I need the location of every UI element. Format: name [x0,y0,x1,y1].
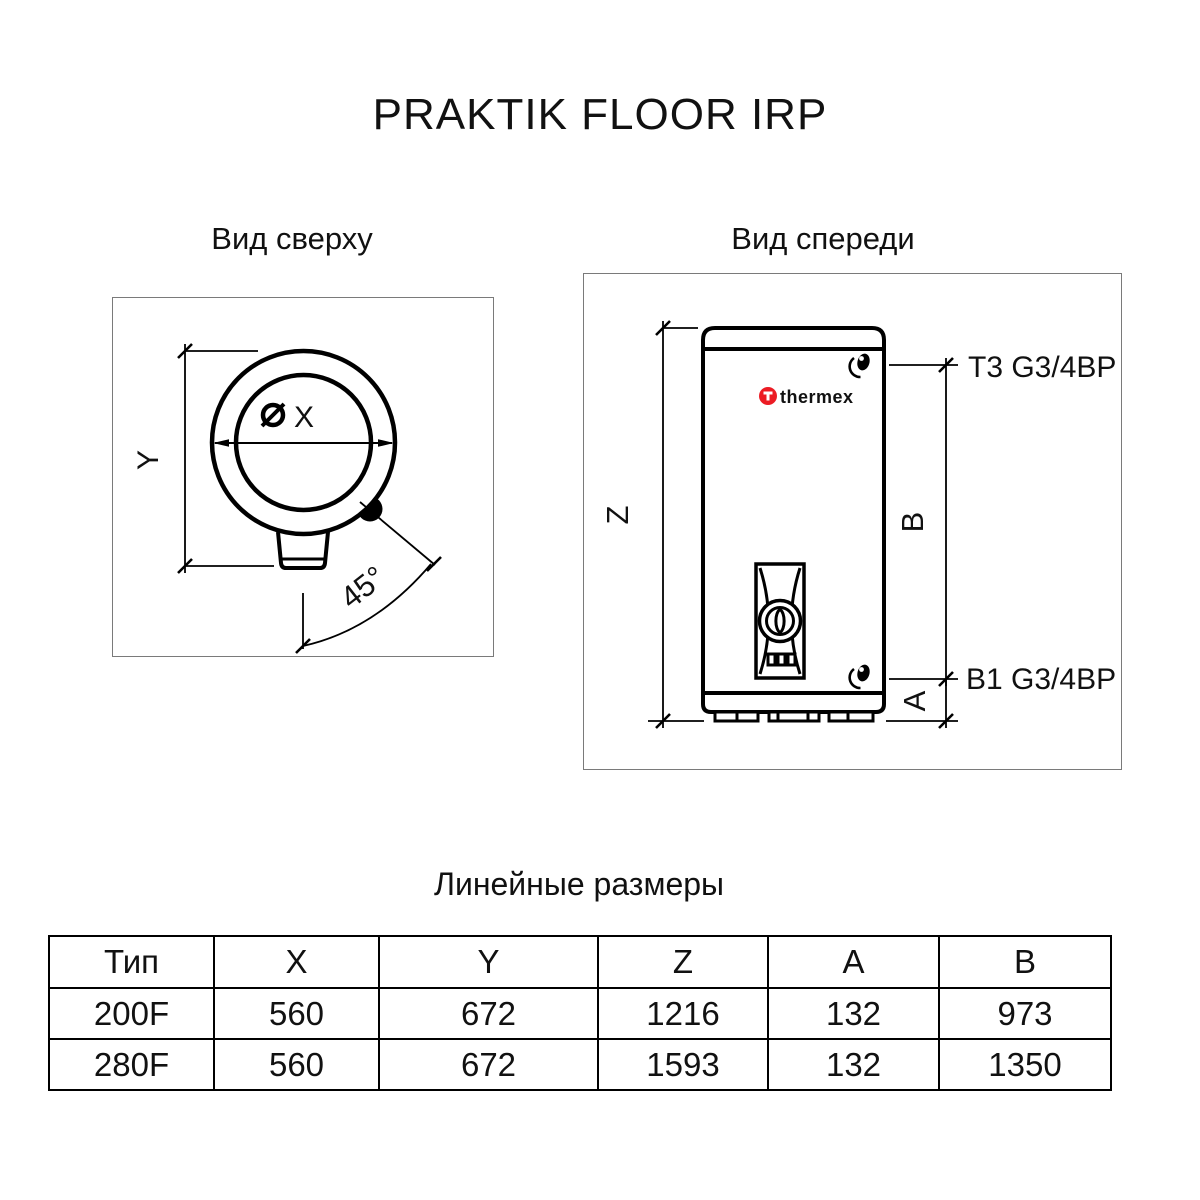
cell-y: 672 [379,988,598,1039]
heater-base [703,693,884,712]
cell-a: 132 [768,1039,939,1090]
table-row [49,1039,1111,1090]
dimension-z [648,321,704,728]
top-port-label: Т3 G3/4ВР [968,351,1117,384]
dimension-z-label: Z [600,505,635,525]
cell-x: 560 [214,988,379,1039]
col-header-x: X [214,936,379,988]
cell-z: 1216 [598,988,768,1039]
cell-model: 280F [49,1039,214,1090]
dimensions-table [48,935,1112,1091]
col-header-type: Тип [49,936,214,988]
cell-z: 1593 [598,1039,768,1090]
cell-b: 1350 [939,1039,1111,1090]
dimension-angle-label: 45° [333,559,393,616]
top-view-label: Вид сверху [211,221,373,256]
top-view-panel [112,297,494,657]
heater-feet [715,712,873,721]
col-header-y: Y [379,936,598,988]
cell-a: 132 [768,988,939,1039]
cell-y: 672 [379,1039,598,1090]
front-view-panel [583,273,1122,770]
col-header-b: B [939,936,1111,988]
col-header-a: A [768,936,939,988]
top-view-drawing [113,298,492,655]
front-view-drawing [584,274,1120,768]
dimension-y-label: Y [132,449,165,471]
front-view-label: Вид спереди [731,221,915,256]
bottom-port-label: В1 G3/4ВР [966,663,1117,696]
dimension-b-label: B [895,511,930,533]
table-heading: Линейные размеры [433,866,725,902]
table-row [49,988,1111,1039]
dimension-a-label: A [897,690,932,712]
indicator-lights [768,654,795,665]
tank-bottom-tab [278,532,328,568]
dimension-x-label: X [294,401,315,434]
cell-b: 973 [939,988,1111,1039]
control-panel [756,564,804,678]
cell-model: 200F [49,988,214,1039]
cell-x: 560 [214,1039,379,1090]
col-header-z: Z [598,936,768,988]
brand-logo-text: thermex [780,387,854,407]
table-header-row [49,936,1111,988]
page-title: PRAKTIK FLOOR IRP [372,90,828,139]
